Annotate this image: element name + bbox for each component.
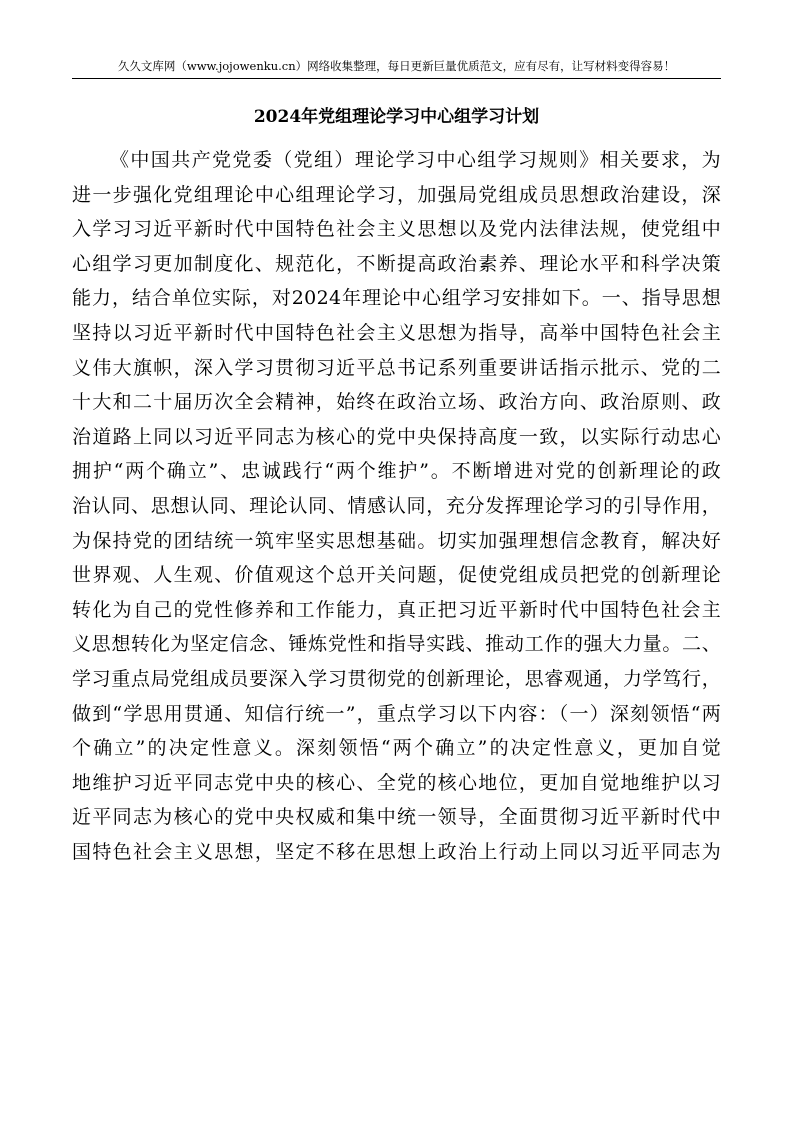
body-line: 入学习习近平新时代中国特色社会主义思想以及党内法律法规，使党组中	[72, 218, 721, 241]
body-line: 地维护习近平同志党中央的核心、全党的核心地位，更加自觉地维护以习	[72, 771, 721, 794]
body-line: 《中国共产党党委（党组）理论学习中心组学习规则》相关要求，为	[110, 149, 721, 171]
body-line: 心组学习更加制度化、规范化，不断提高政治素养、理论水平和科学决策	[72, 252, 721, 275]
body-line: 个确立”的决定性意义。深刻领悟“两个确立”的决定性意义，更加自觉	[72, 737, 721, 760]
body-line: 十大和二十届历次全会精神，始终在政治立场、政治方向、政治原则、政	[72, 391, 721, 414]
body-line: 坚持以习近平新时代中国特色社会主义思想为指导，高举中国特色社会主	[72, 321, 721, 344]
body-line: 治认同、思想认同、理论认同、情感认同，充分发挥理论学习的引导作用，	[72, 494, 721, 517]
body-line: 转化为自己的党性修养和工作能力，真正把习近平新时代中国特色社会主	[72, 598, 721, 621]
body-line: 拥护“两个确立”、忠诚践行“两个维护”。不断增进对党的创新理论的政	[72, 460, 721, 483]
body-line: 义伟大旗帜，深入学习贯彻习近平总书记系列重要讲话指示批示、党的二	[72, 356, 721, 379]
body-line: 义思想转化为坚定信念、锤炼党性和指导实践、推动工作的强大力量。二、	[72, 633, 721, 656]
body-line: 进一步强化党组理论中心组理论学习，加强局党组成员思想政治建设，深	[72, 183, 721, 206]
body-line: 能力，结合单位实际，对2024年理论中心组学习安排如下。一、指导思想	[72, 287, 721, 310]
body-line: 治道路上同以习近平同志为核心的党中央保持高度一致，以实际行动忠心	[72, 425, 721, 448]
body-line: 国特色社会主义思想，坚定不移在思想上政治上行动上同以习近平同志为	[72, 840, 721, 863]
document-title: 2024年党组理论学习中心组学习计划	[253, 107, 540, 127]
body-line: 学习重点局党组成员要深入学习贯彻党的创新理论，思睿观通，力学笃行，	[72, 667, 721, 690]
body-line: 近平同志为核心的党中央权威和集中统一领导，全面贯彻习近平新时代中	[72, 806, 721, 829]
body-line: 做到“学思用贯通、知信行统一”，重点学习以下内容：（一）深刻领悟“两	[72, 702, 721, 725]
body-line: 为保持党的团结统一筑牢坚实思想基础。切实加强理想信念教育，解决好	[72, 529, 721, 552]
body-line: 世界观、人生观、价值观这个总开关问题，促使党组成员把党的创新理论	[72, 564, 721, 587]
page-header: 久久文库网（www.jojowenku.cn）网络收集整理，每日更新巨量优质范文，应有尽有，让写材料变得容易！	[72, 56, 721, 79]
document-body	[72, 143, 721, 869]
